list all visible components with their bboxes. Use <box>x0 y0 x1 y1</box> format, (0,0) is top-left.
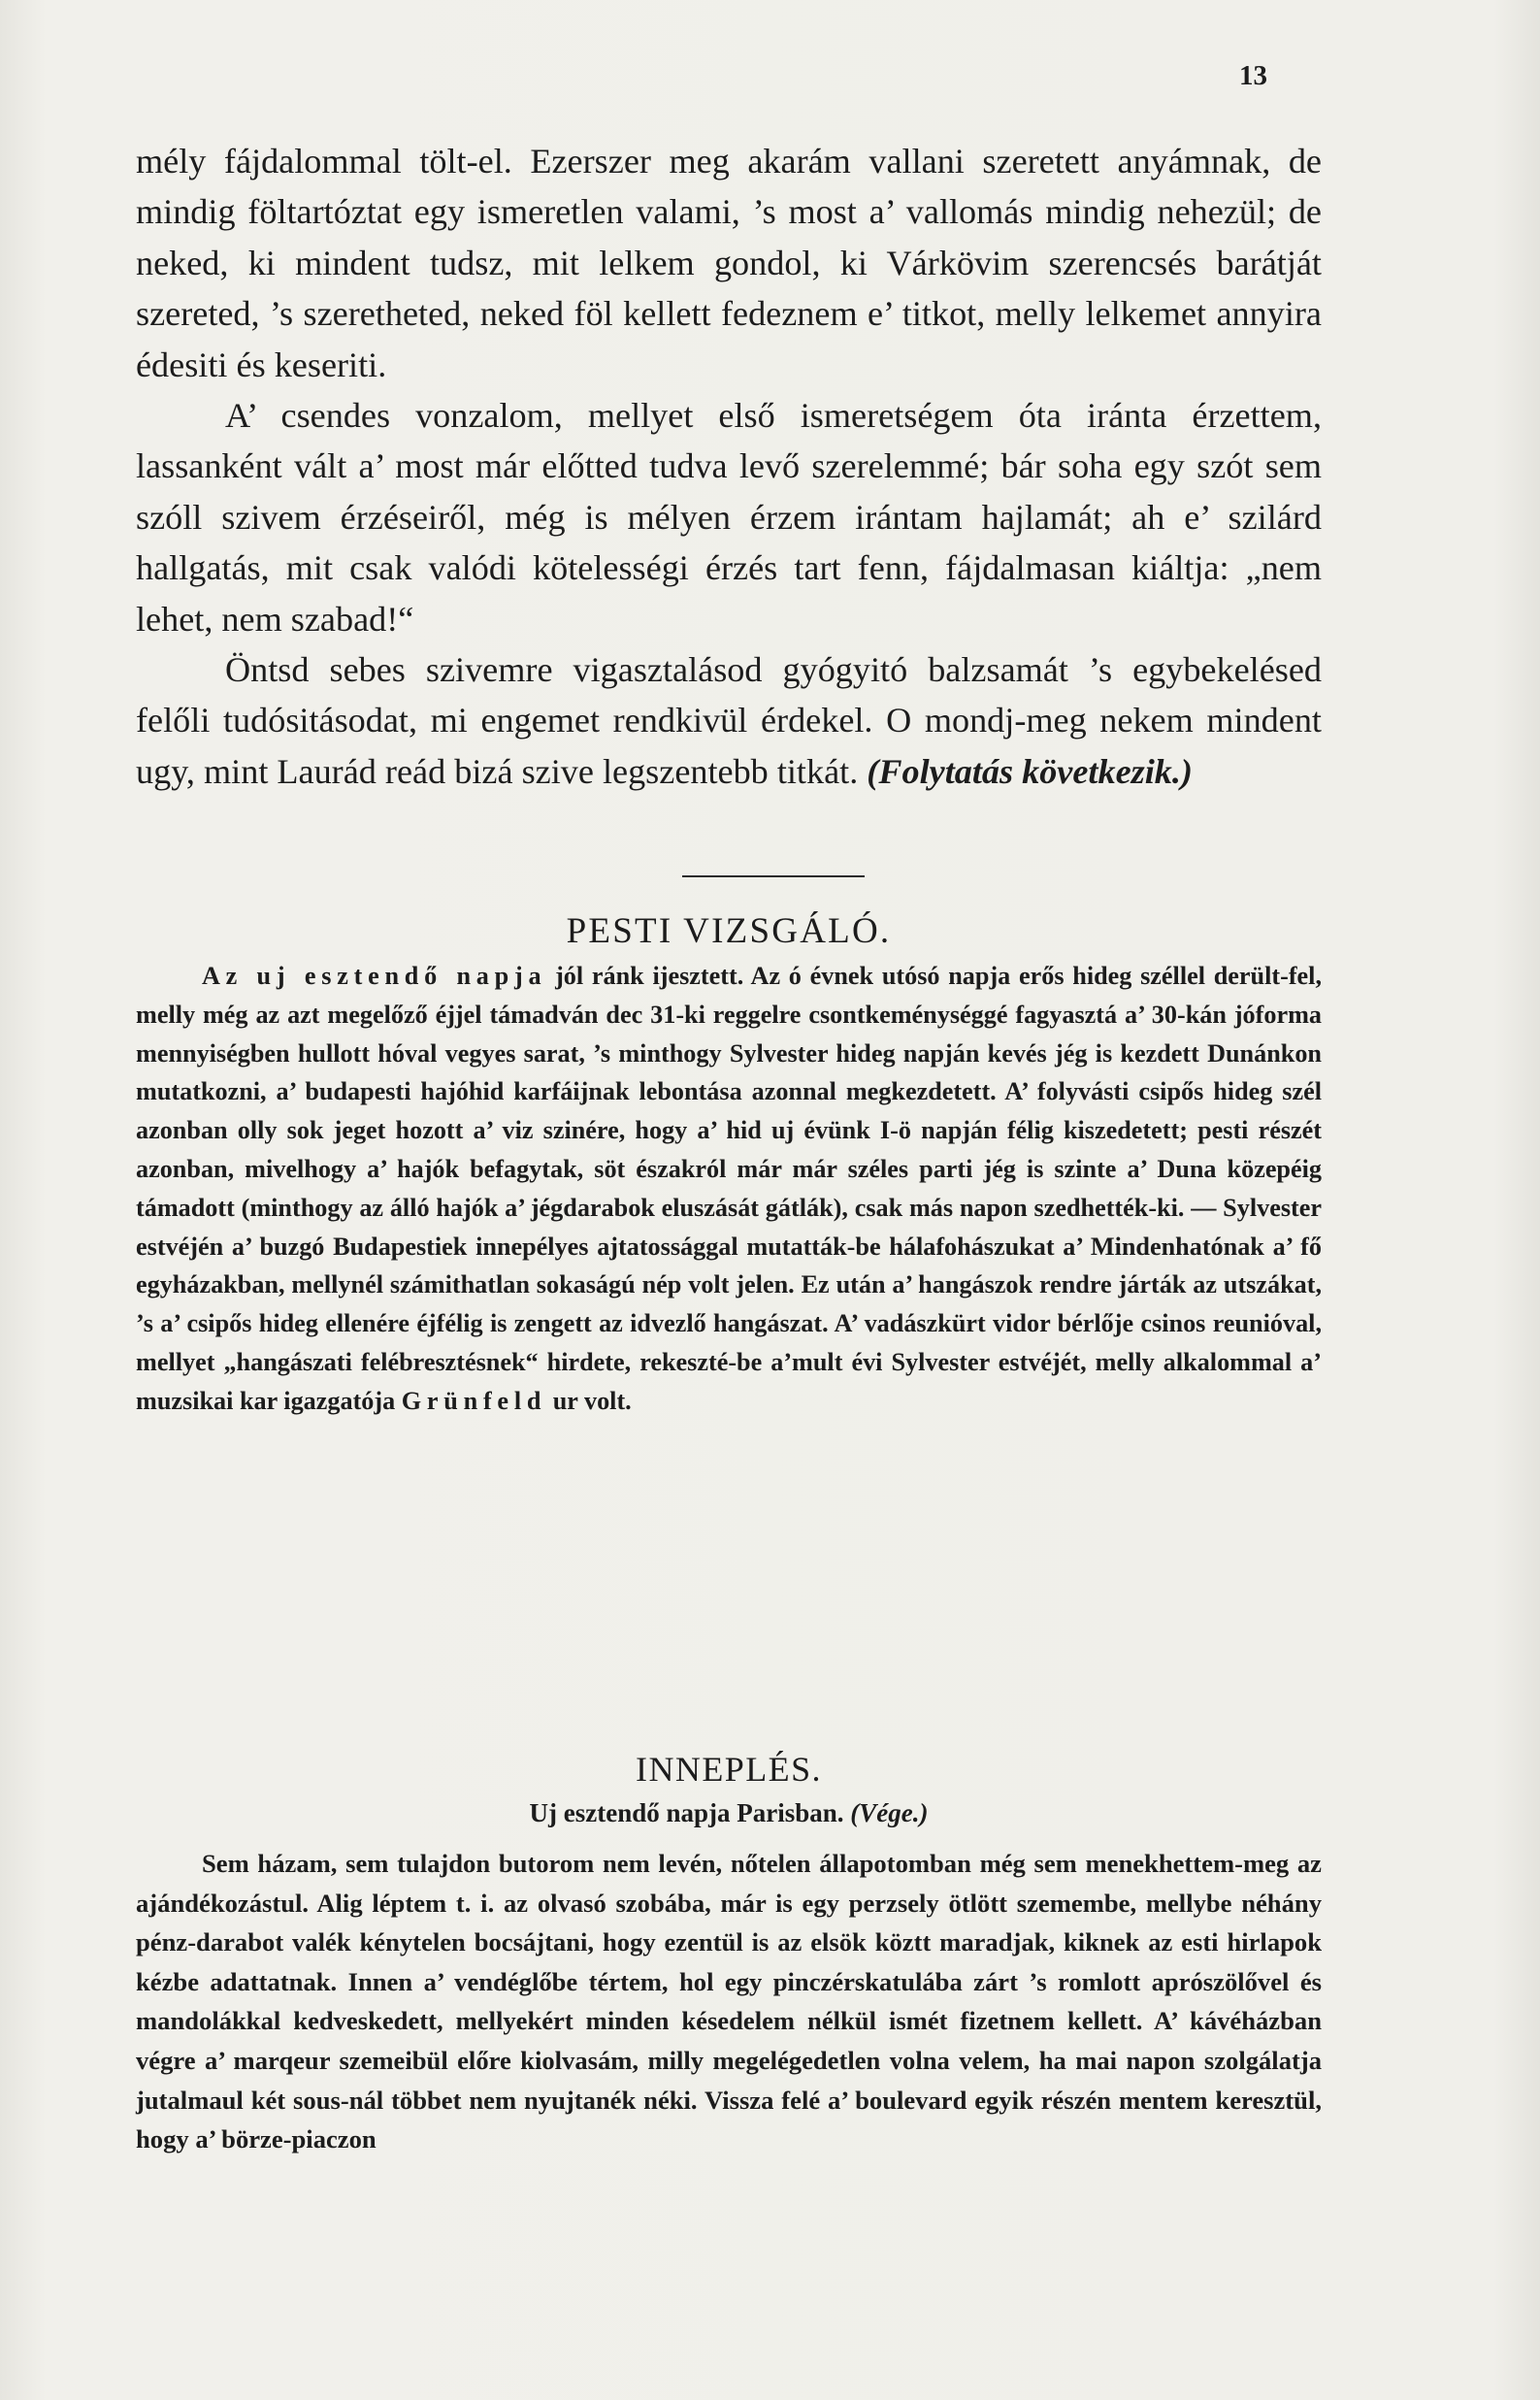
section-heading-inneples: INNEPLÉS. <box>636 1750 822 1789</box>
page-number: 13 <box>1239 60 1267 91</box>
pesti-vizsgalo-paragraph <box>136 957 1322 1421</box>
letter-paragraph: A’ csendes vonzalom, mellyet első ismeretségem óta iránta érzettem, lassanként vált a’ most már előtted tudva levő szerelemmé; bár soha egy szót sem szóll szivem érzéseiről, még is mélyen érzem irántam hajlamát; ah e’ szilárd hallgatás, mit csak valódi kötelességi érzés tart fenn, fájdalmasan kiáltja: „nem lehet, nem szabad!“ <box>136 396 1322 639</box>
continuation-note: (Folytatás következik.) <box>867 751 1193 791</box>
letter-paragraph: mély fájdalommal tölt-el. Ezerszer meg akarám vallani szeretett anyámnak, de mindig föltartóztat egy ismeretlen valami, ’s most a’ vallomás mindig nehezül; de neked, ki mindent tudsz, mit lelkem gondol, ki Várkövim szerencsés barátját szereted, ’s szeretheted, neked föl kellett fedeznem e’ titkot, melly lelkemet annyira édesiti és keseriti. <box>136 142 1322 384</box>
section-heading-pesti-vizsgalo: PESTI VIZSGÁLÓ. <box>566 911 892 951</box>
pesti-vizsgalo-section <box>136 957 1322 1421</box>
letter-paragraph-closing <box>136 644 1322 797</box>
spaced-lead-phrase: Az uj esztendő napja <box>202 962 547 990</box>
inneples-paragraph: Sem házam, sem tulajdon butorom nem levén, nőtelen állapotomban még sem menekhettem-meg az ajándékozástul. Alig léptem t. i. az olvasó szobába, már is egy perzsely ötlött szemembe, mellybe néhány pénz-darabot valék kénytelen bocsájtani, hogy ezentül is az elsök köztt maradjak, kiknek az esti hirlapok kézbe adattatnak. Innen a’ vendéglőbe tértem, hol egy pinczérskatulába zárt ’s romlott aprószölővel és mandolákkal kedveskedett, mellyekért minden késedelem nélkül ismét fizetnem kellett. A’ kávéházban végre a’ marqeur szemeibül előre kiolvasám, milly megelégedetlen volna velem, ha mai napon szolgálatja jutalmaul két sous-nál többet nem nyujtanék néki. Vissza felé a’ boulevard egyik részén mentem keresztül, hogy a’ börze-piaczon <box>136 1849 1322 2154</box>
spaced-name: Grünfeld <box>401 1386 547 1415</box>
section-subheading <box>136 1798 1322 1828</box>
subheading-note: (Vége.) <box>850 1798 929 1827</box>
section-divider <box>682 875 865 877</box>
inneples-section <box>136 1844 1322 2159</box>
letter-paragraph-text: Öntsd sebes szivemre vigasztalásod gyógyitó balzsamát ’s egybekelésed felőli tudósitásodat, mi engemet rendkivül érdekel. O mondj-meg nekem mindent ugy, mint Laurád reád bizá szive legszentebb titkát. <box>136 650 1322 791</box>
subheading-text: Uj esztendő napja Parisban. <box>529 1798 844 1827</box>
paragraph-text-end: ur volt. <box>552 1386 632 1415</box>
paragraph-text: jól ránk ijesztett. Az ó évnek utósó napja erős hideg széllel derült-fel, melly még az azt megelőző éjjel támadván dec 31-ki reggelre csontkeménységgé fagyasztá a’ 30-kán jóforma mennyiségben hullott hóval vegyes sarat, ’s minthogy Sylvester hideg napján kevés jég is kezdett Dunánkon mutatkozni, a’ budapesti hajóhid karfáijnak lebontása azonnal megkezdetett. A’ folyvásti csipős hideg szél azonban olly sok jeget hozott a’ viz szinére, hogy a’ hid uj évünk I-ö napján félig kiszedetett; pesti részét azonban, mivelhogy a’ hajók befagytak, söt északról már már széles parti jég is szinte a’ Duna közepéig támadott (minthogy az álló hajók a’ jégdarabok eluszását gátlák), csak más napon szedhették-ki. — Sylvester estvéjén a’ buzgó Budapestiek innepélyes ajtatossággal mutatták-be hálafohászukat a’ Mindenhatónak a’ fő egyházakban, mellynél számithatlan sokaságú nép volt jelen. Ez után a’ hangászok rendre járták az utszákat, ’s a’ csipős hideg ellenére éjfélig is zengett az idvezlő hangászat. A’ vadászkürt vidor bérlője csinos reunióval, mellyet „hangászati felébresztésnek“ hirdete, rekeszté-be a’mult évi Sylvester estvéjét, melly alkalommal a’ muzsikai kar igazgatója <box>136 962 1322 1415</box>
letter-section <box>136 136 1322 797</box>
